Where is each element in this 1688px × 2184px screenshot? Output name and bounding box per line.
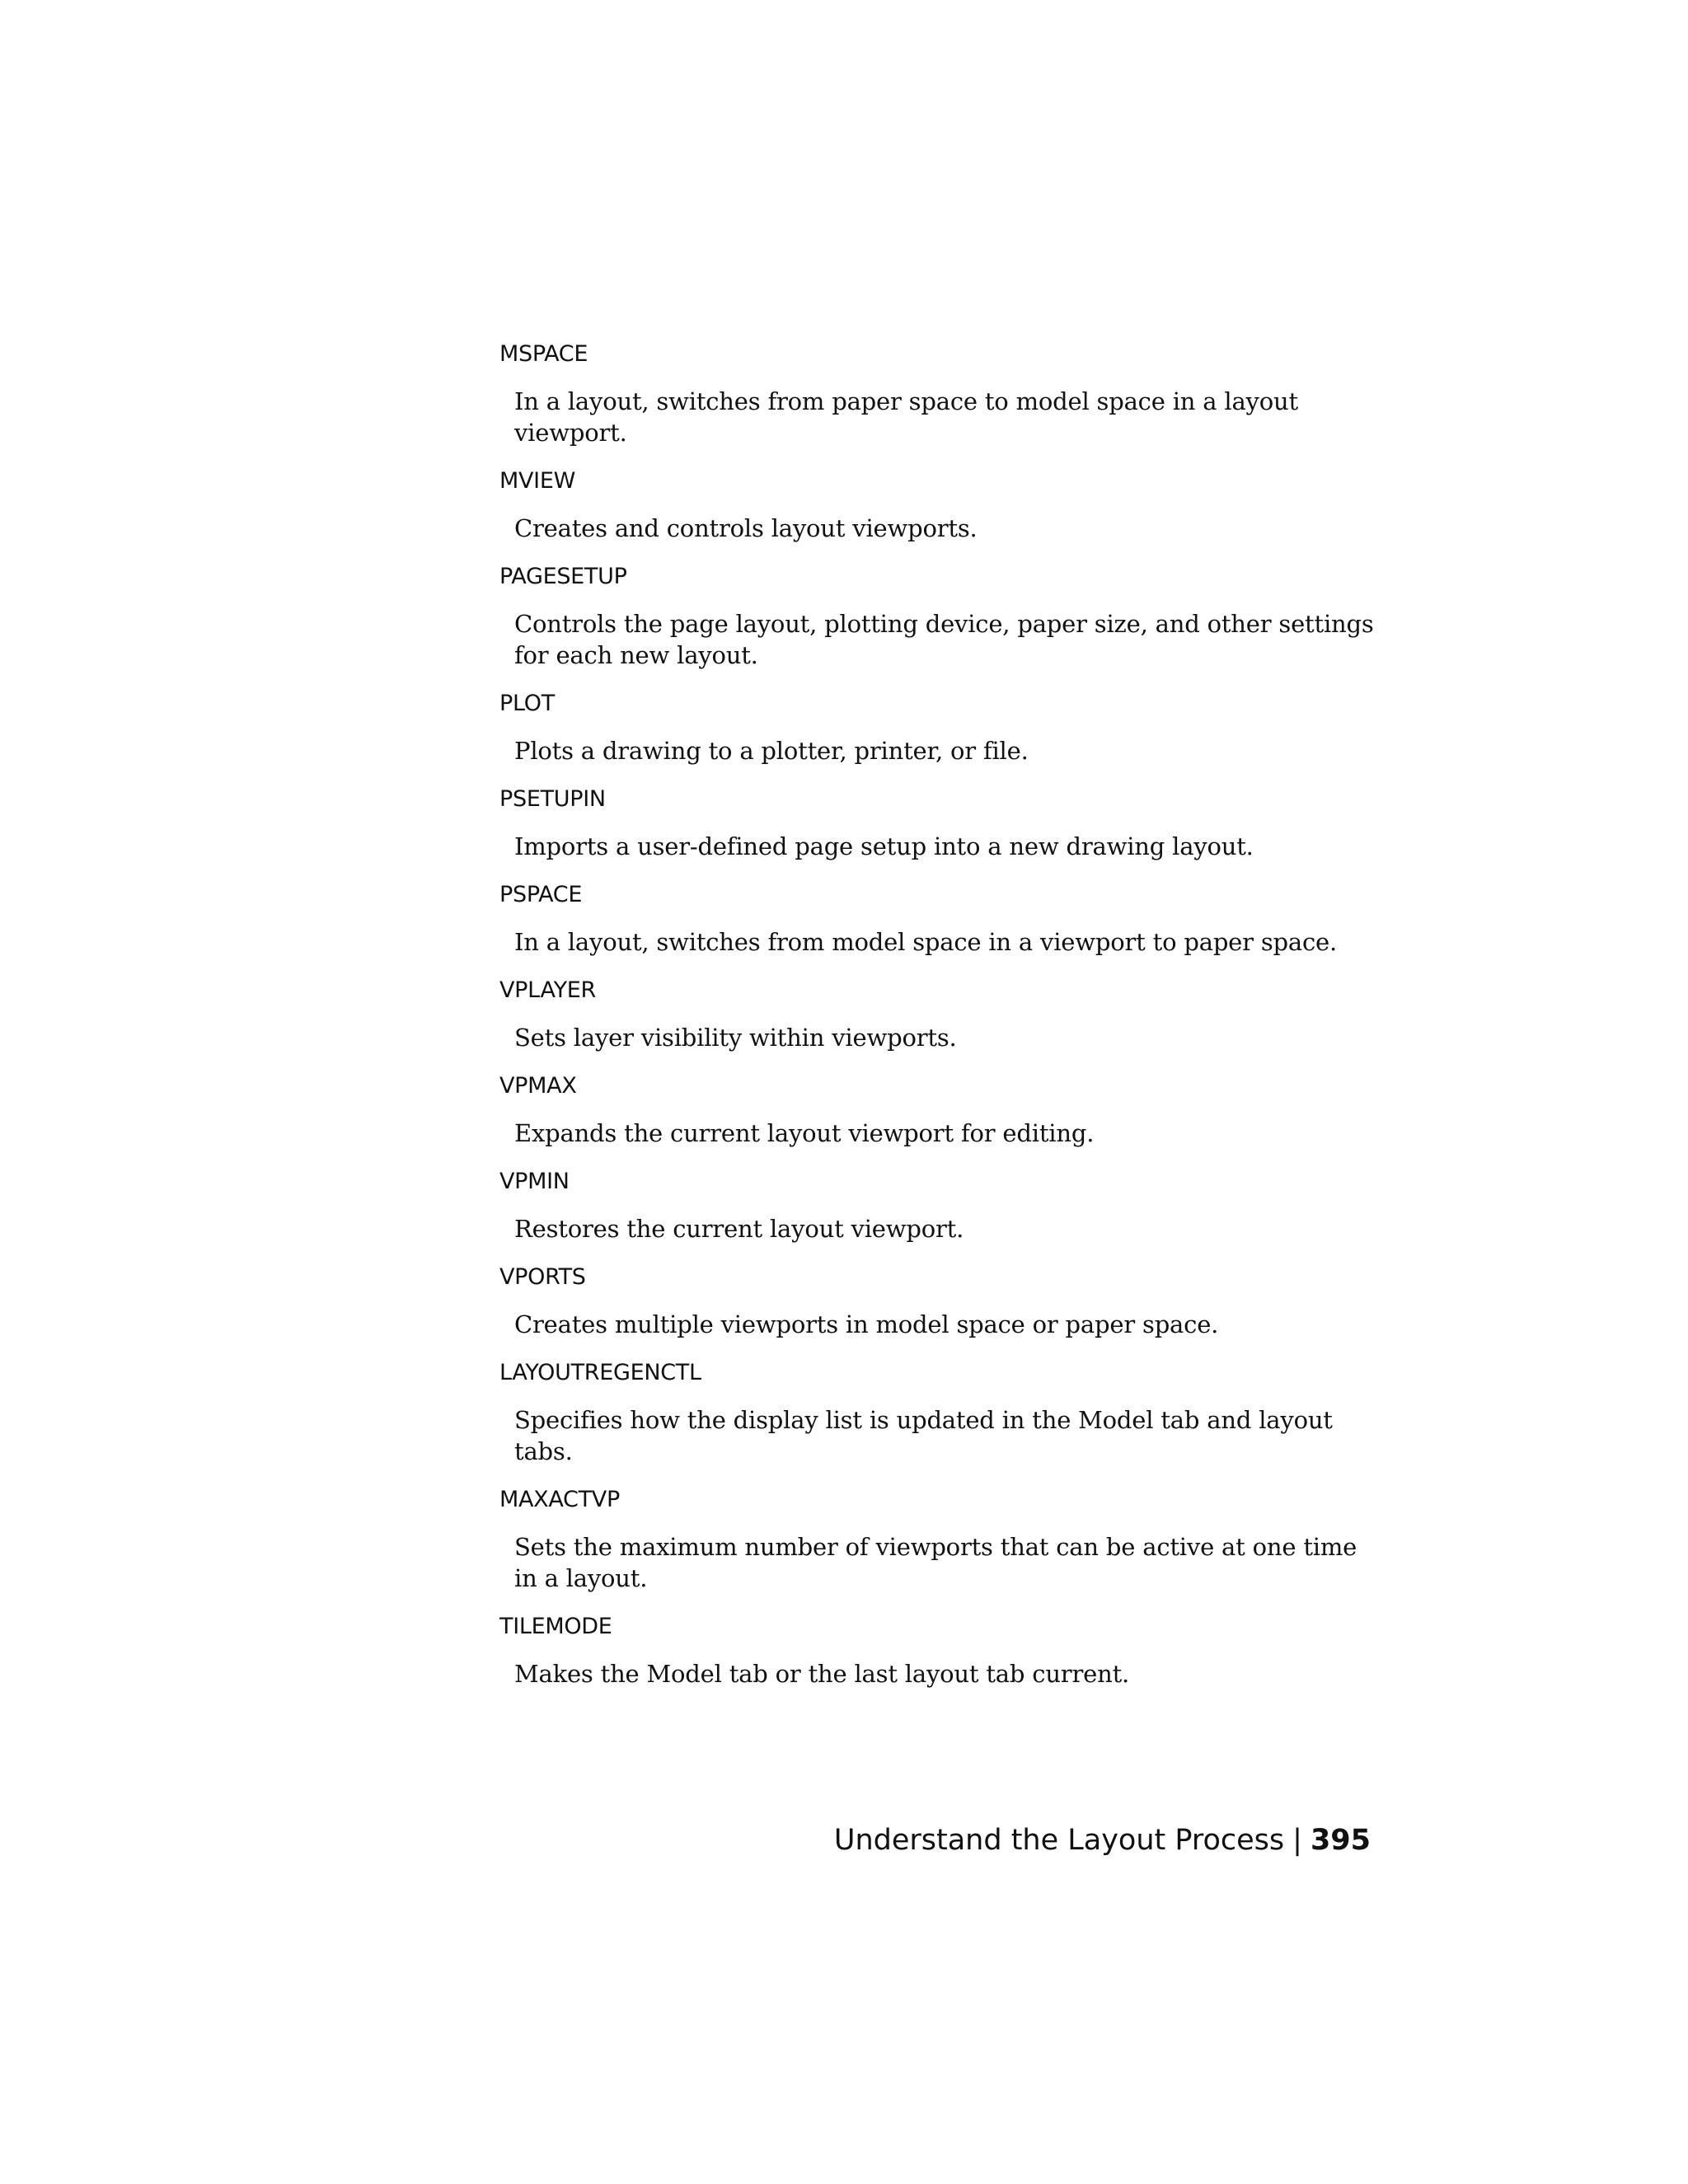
command-entry <box>499 1070 1381 1149</box>
command-entry <box>499 1610 1381 1690</box>
command-description: Imports a user-defined page setup into a new drawing layout. <box>514 832 1254 860</box>
command-entry <box>499 1483 1381 1594</box>
command-entry <box>499 687 1381 766</box>
page-footer <box>834 1821 1371 1859</box>
footer-section-title: Understand the Layout Process <box>833 1824 1285 1857</box>
command-name: LAYOUTREGENCTL <box>499 1360 701 1385</box>
command-entry <box>499 1261 1381 1340</box>
command-description: In a layout, switches from paper space to model space in a layout viewport. <box>514 387 1298 447</box>
command-description: Plots a drawing to a plotter, printer, or file. <box>514 737 1029 765</box>
command-entry <box>499 783 1381 862</box>
command-entry <box>499 560 1381 671</box>
command-description: Controls the page layout, plotting device, paper size, and other settings for each new layout. <box>514 610 1374 669</box>
command-description: Creates multiple viewports in model space or paper space. <box>514 1310 1219 1338</box>
command-name: PSETUPIN <box>499 786 606 812</box>
command-name: PAGESETUP <box>499 564 627 589</box>
command-description: In a layout, switches from model space in a viewport to paper space. <box>514 928 1337 956</box>
command-entry <box>499 1357 1381 1467</box>
command-name: MAXACTVP <box>499 1487 620 1512</box>
command-name: PSPACE <box>499 882 583 907</box>
command-entry <box>499 465 1381 544</box>
page-number: 395 <box>1310 1824 1371 1857</box>
command-entry <box>499 879 1381 958</box>
footer-separator: | <box>1292 1824 1302 1857</box>
command-name: MVIEW <box>499 468 575 494</box>
command-name: VPMIN <box>499 1169 570 1194</box>
command-name: VPMAX <box>499 1073 577 1099</box>
command-entry <box>499 338 1381 448</box>
command-name: VPORTS <box>499 1264 586 1290</box>
command-description: Specifies how the display list is updated in the Model tab and layout tabs. <box>514 1406 1333 1465</box>
command-description: Creates and controls layout viewports. <box>514 514 978 542</box>
command-description: Expands the current layout viewport for editing. <box>514 1119 1095 1147</box>
command-name: VPLAYER <box>499 977 597 1003</box>
command-list <box>499 338 1381 1706</box>
command-name: MSPACE <box>499 341 588 367</box>
command-name: TILEMODE <box>499 1614 612 1639</box>
command-entry <box>499 974 1381 1053</box>
command-name: PLOT <box>499 691 555 716</box>
command-description: Makes the Model tab or the last layout tab current. <box>514 1660 1130 1688</box>
command-description: Restores the current layout viewport. <box>514 1215 964 1243</box>
command-entry <box>499 1165 1381 1244</box>
command-description: Sets the maximum number of viewports that can be active at one time in a layout. <box>514 1533 1357 1592</box>
command-description: Sets layer visibility within viewports. <box>514 1024 957 1052</box>
